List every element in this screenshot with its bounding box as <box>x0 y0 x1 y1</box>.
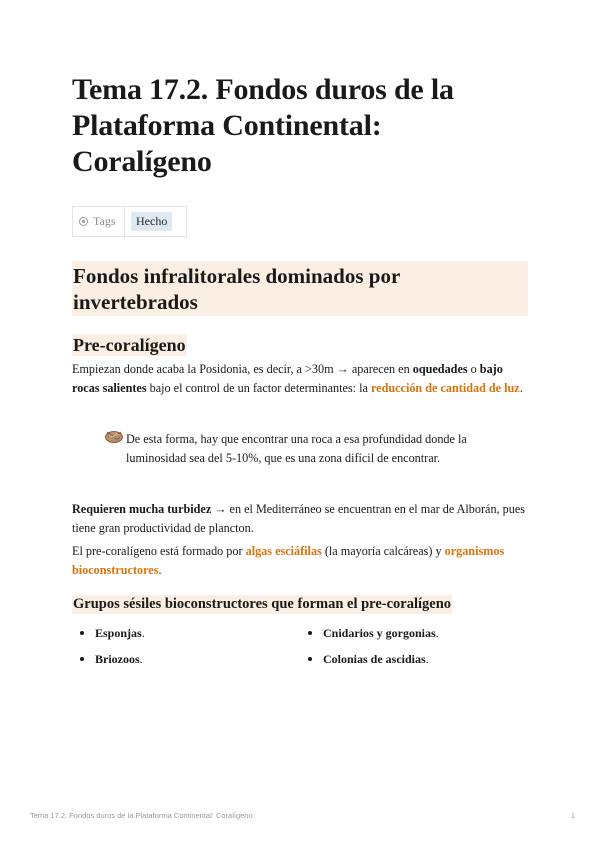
highlight-term: organismos bioconstructores <box>72 544 505 577</box>
bold-term: Requieren mucha turbidez <box>72 502 212 516</box>
list-item-suffix: . <box>435 626 439 640</box>
text-run: (la mayoría calcáreas) y <box>321 544 445 558</box>
page-footer <box>30 811 575 820</box>
groups-heading: Grupos sésiles bioconstructores que forman el pre-coralígeno <box>73 596 452 612</box>
tag-badge[interactable]: Hecho <box>131 212 172 231</box>
list-item-suffix: . <box>139 652 143 666</box>
highlight-term: algas esciáfilas <box>245 544 322 558</box>
list-item-name: Esponjas <box>95 626 142 640</box>
bold-term: oquedades <box>412 362 468 376</box>
paragraph-turbidity <box>72 500 528 538</box>
list-item <box>300 620 528 646</box>
page-title: Tema 17.2. Fondos duros de la Plataforma Continental: Coralígeno <box>72 73 454 178</box>
list-item <box>300 646 528 672</box>
callout <box>104 430 524 468</box>
page-number: 1 <box>570 811 575 820</box>
text-run: → en el Mediterráneo se encuentran en el mar de Alborán, pues tiene gran productividad de plancton. <box>72 502 525 535</box>
coral-icon <box>104 429 126 468</box>
section-heading: Fondos infralitorales dominados por invertebrados <box>73 264 400 314</box>
groups-columns <box>72 620 528 672</box>
paragraph-composition <box>72 542 528 580</box>
tags-property <box>72 206 187 237</box>
groups-column-left <box>72 620 300 672</box>
list-item-name: Colonias de ascidias <box>323 652 426 666</box>
tags-value-cell <box>125 207 186 236</box>
text-run: Empiezan donde acaba la Posidonia, es decir, a >30m → aparecen en <box>72 362 413 376</box>
highlight-term: reducción de cantidad de luz <box>370 381 520 395</box>
subheading: Pre-coralígeno <box>73 335 186 355</box>
list-item-name: Cnidarios y gorgonias <box>323 626 436 640</box>
list-item-suffix: . <box>141 626 145 640</box>
groups-column-right <box>300 620 528 672</box>
text-run: bajo el control de un factor determinantes: la <box>146 381 371 395</box>
bold-term: bajo rocas salientes <box>72 362 503 395</box>
text-run: . <box>158 563 162 577</box>
list-item <box>72 620 300 646</box>
tags-property-icon <box>79 217 88 226</box>
list-item <box>72 646 300 672</box>
text-run: El pre-coralígeno está formado por <box>72 544 246 558</box>
section-heading-block <box>72 261 528 316</box>
list-item-name: Briozoos <box>95 652 140 666</box>
tags-label: Tags <box>93 214 116 228</box>
text-run: . <box>519 381 523 395</box>
callout-text: De esta forma, hay que encontrar una roca a esa profundidad donde la luminosidad sea del 5-10%, que es una zona difícil de encontrar. <box>126 432 467 465</box>
footer-title: Tema 17.2. Fondos duros de la Plataforma Continental: Coralígeno <box>30 811 253 820</box>
tags-property-label <box>73 207 125 236</box>
text-run: o <box>467 362 480 376</box>
paragraph-intro <box>72 360 528 398</box>
list-item-suffix: . <box>425 652 429 666</box>
